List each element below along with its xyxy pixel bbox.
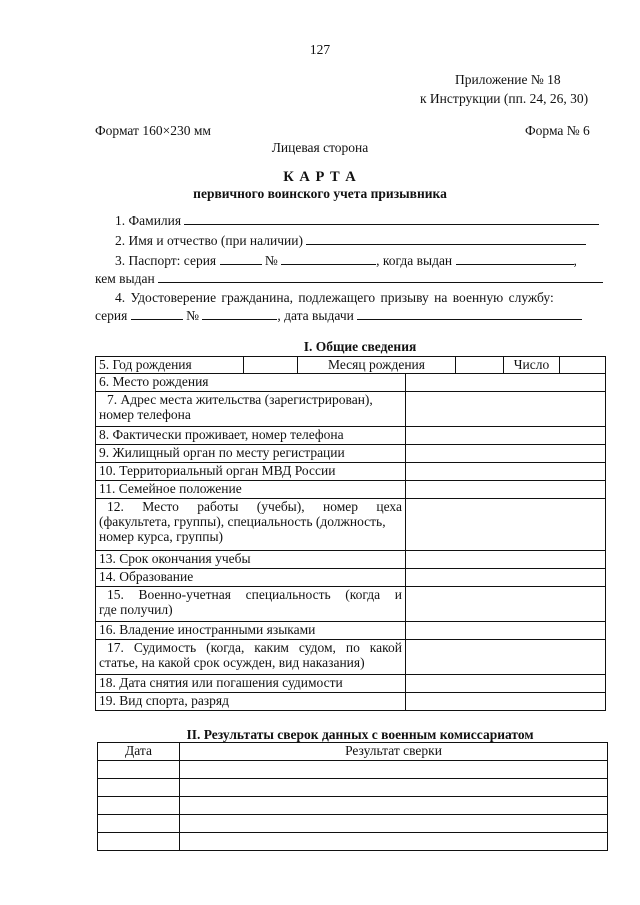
passport-number-label: № (264, 253, 278, 268)
table-row (96, 374, 606, 392)
certificate-date-label: , дата выдачи (277, 308, 354, 323)
page-number: 127 (309, 42, 331, 57)
passport-series-label: 3. Паспорт: серия (115, 253, 217, 268)
row-label-line: где получил) (99, 602, 173, 617)
reconciliation-table (97, 742, 608, 851)
row-value (406, 587, 606, 622)
passport-series-line (220, 253, 262, 265)
row-label: 19. Вид спорта, разряд (96, 693, 406, 711)
row-label-line: 17. Судимость (когда, каким судом, по какой (107, 640, 402, 655)
row-label: 6. Место рождения (96, 374, 406, 392)
passport-number-line (281, 253, 376, 265)
birth-day-label: Число (504, 357, 560, 374)
row-label: 11. Семейное положение (96, 481, 406, 499)
row-label-line: 7. Адрес места жительства (зарегистрирован), (107, 392, 373, 407)
table-row (96, 569, 606, 587)
surname-line (184, 213, 599, 225)
result-cell (180, 833, 608, 851)
row-label (96, 587, 406, 622)
issued-by-line (158, 271, 603, 283)
table-row (98, 815, 608, 833)
form-number: Форма № 6 (525, 123, 590, 138)
col-result-header: Результат сверки (180, 743, 608, 761)
table-row (96, 551, 606, 569)
field-issued-by (95, 271, 603, 287)
col-date-header: Дата (98, 743, 180, 761)
birth-month-cell (456, 357, 504, 374)
row-label-line: статье, на какой срок осужден, вид наказания) (99, 655, 365, 670)
row-label (96, 640, 406, 675)
row-label-line: 12. Место работы (учебы), номер цеха (107, 499, 402, 514)
field-surname-label: 1. Фамилия (115, 213, 182, 228)
passport-comma: , (573, 253, 577, 268)
general-info-table (95, 356, 606, 374)
appendix-line1: Приложение № 18 (455, 72, 561, 87)
passport-issued-label: , когда выдан (376, 253, 453, 268)
passport-issued-line (456, 253, 574, 265)
row-value (406, 481, 606, 499)
table-row (96, 445, 606, 463)
appendix-line2: к Инструкции (пп. 24, 26, 30) (420, 91, 589, 106)
card-subtitle: первичного воинского учета призывника (193, 186, 447, 201)
row-value (406, 427, 606, 445)
row-label: 8. Фактически проживает, номер телефона (96, 427, 406, 445)
row-value (406, 622, 606, 640)
date-cell (98, 833, 180, 851)
table-row (96, 392, 606, 427)
field-name (115, 233, 586, 249)
row-label: 9. Жилищный орган по месту регистрации (96, 445, 406, 463)
table-row (96, 675, 606, 693)
table-row (98, 779, 608, 797)
row-value (406, 569, 606, 587)
field-passport (115, 253, 577, 269)
table-row (96, 622, 606, 640)
row-label (96, 392, 406, 427)
row-value (406, 374, 606, 392)
row-value (406, 445, 606, 463)
side-label: Лицевая сторона (271, 140, 369, 155)
row-birth (96, 357, 606, 374)
table-row (96, 481, 606, 499)
row-label-line: номер курса, группы) (99, 529, 224, 544)
row-value (406, 499, 606, 551)
table-row (96, 463, 606, 481)
result-cell (180, 779, 608, 797)
certificate-number-label: № (186, 308, 199, 323)
result-cell (180, 797, 608, 815)
row-value (406, 640, 606, 675)
birth-year-label: 5. Год рождения (96, 357, 244, 374)
name-line (306, 233, 586, 245)
row-label: 18. Дата снятия или погашения судимости (96, 675, 406, 693)
certificate-series-line (131, 308, 183, 320)
table-row (98, 797, 608, 815)
row-label: 16. Владение иностранными языками (96, 622, 406, 640)
date-cell (98, 815, 180, 833)
row-label-line: (факультета, группы), специальность (должность, (99, 514, 386, 529)
field-certificate-details (95, 308, 582, 324)
row-value (406, 675, 606, 693)
field-name-label: 2. Имя и отчество (при наличии) (115, 233, 303, 248)
date-cell (98, 779, 180, 797)
general-info-rows (95, 373, 606, 711)
table-row (96, 427, 606, 445)
table-header-row (98, 743, 608, 761)
result-cell (180, 761, 608, 779)
row-value (406, 551, 606, 569)
birth-day-cell (560, 357, 606, 374)
row-value (406, 392, 606, 427)
certificate-date-line (357, 308, 582, 320)
table-row (96, 499, 606, 551)
row-label-line: 15. Военно-учетная специальность (когда и (107, 587, 402, 602)
row-label: 14. Образование (96, 569, 406, 587)
issued-by-label: кем выдан (95, 271, 155, 286)
section1-title: I. Общие сведения (303, 339, 417, 354)
table-row (96, 640, 606, 675)
table-row (98, 761, 608, 779)
table-row (96, 693, 606, 711)
birth-year-cell (244, 357, 298, 374)
certificate-label: 4. Удостоверение гражданина, подлежащего призыву на военную службу: (115, 290, 554, 305)
row-label (96, 499, 406, 551)
certificate-series-label: серия (95, 308, 128, 323)
row-value (406, 463, 606, 481)
field-surname (115, 213, 599, 229)
result-cell (180, 815, 608, 833)
field-certificate (115, 290, 554, 306)
table-row (96, 587, 606, 622)
table-row (98, 833, 608, 851)
row-label: 10. Территориальный орган МВД России (96, 463, 406, 481)
date-cell (98, 797, 180, 815)
card-title: К А Р Т А (283, 169, 357, 185)
format-label: Формат 160×230 мм (95, 123, 211, 138)
row-value (406, 693, 606, 711)
section2-title: II. Результаты сверок данных с военным комиссариатом (186, 727, 534, 742)
date-cell (98, 761, 180, 779)
row-label-line: номер телефона (99, 407, 191, 422)
birth-month-label: Месяц рождения (298, 357, 456, 374)
row-label: 13. Срок окончания учебы (96, 551, 406, 569)
certificate-number-line (202, 308, 277, 320)
